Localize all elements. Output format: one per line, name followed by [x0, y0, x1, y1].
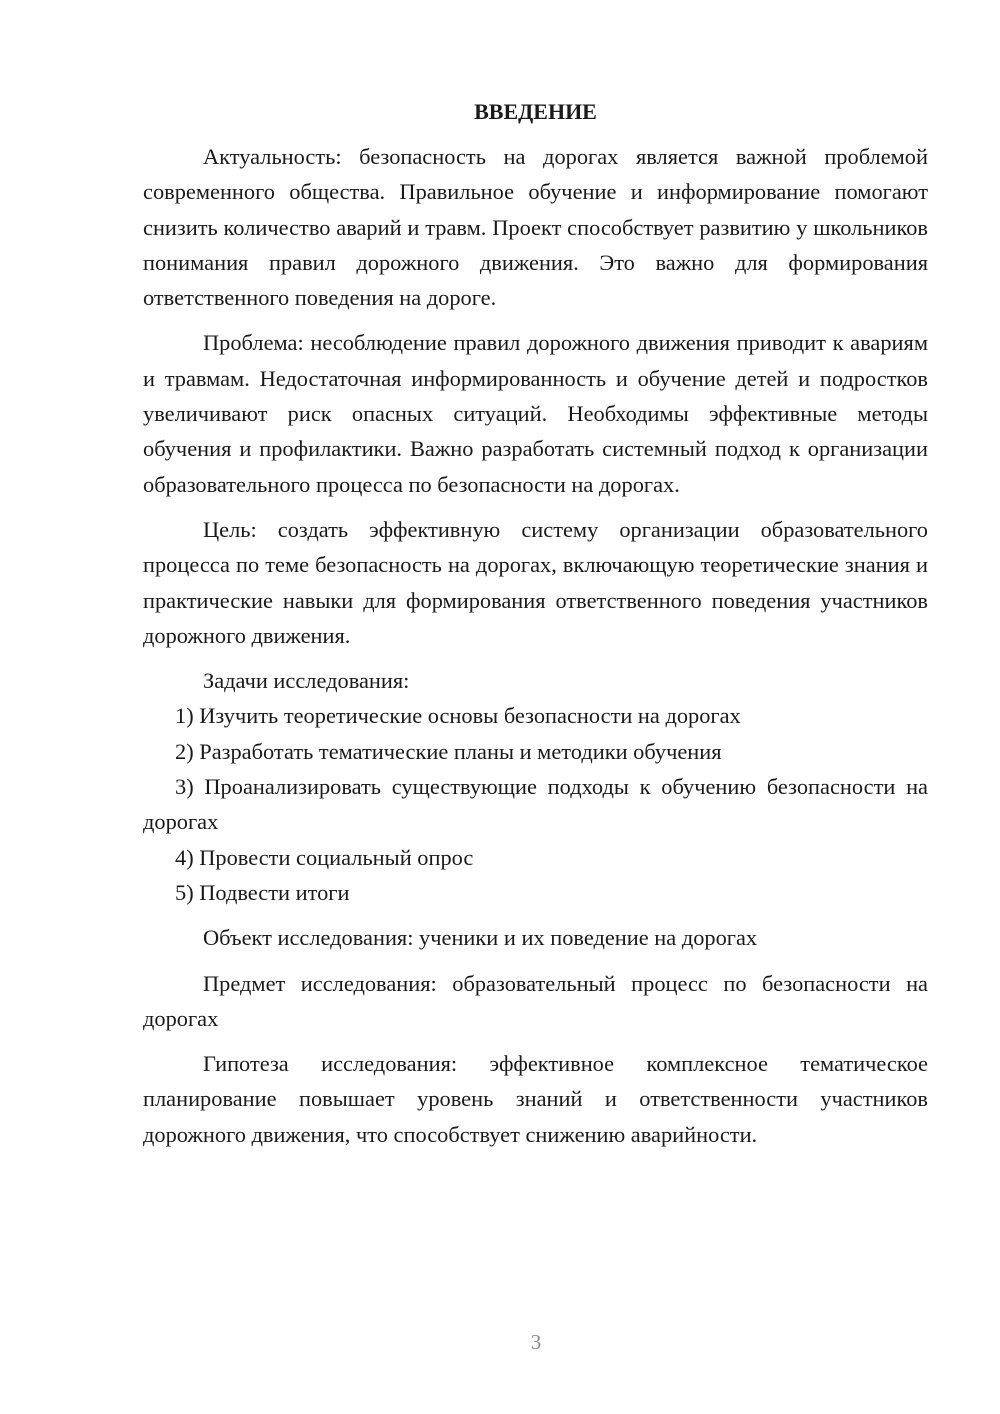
- task-item: 1) Изучить теоретические основы безопасности на дорогах: [175, 703, 741, 729]
- task-item: 2) Разработать тематические планы и методики обучения: [175, 738, 722, 764]
- task-item: 4) Провести социальный опрос: [175, 844, 474, 870]
- paragraph-subject: Предмет исследования: образовательный процесс по безопасности на дорогах: [143, 970, 928, 1031]
- task-item: 3) Проанализировать существующие подходы к обучению безопасности на дорогах: [143, 774, 928, 835]
- paragraph-problem: Проблема: несоблюдение правил дорожного движения приводит к авариям и травмам. Недостаточная информированность и обучение детей и подростков увеличивают риск опасных ситуаций. Необходимы эффективные методы обучения и профилактики. Важно разработать системный подход к организации образовательного процесса по безопасности на дорогах.: [143, 330, 928, 497]
- paragraph-object: Объект исследования: ученики и их поведение на дорогах: [203, 925, 758, 951]
- paragraph-hypothesis: Гипотеза исследования: эффективное комплексное тематическое планирование повышает уровень знаний и ответственности участников дорожного движения, что способствует снижению аварийности.: [143, 1051, 928, 1147]
- paragraph-relevance: Актуальность: безопасность на дорогах является важной проблемой современного общества. Правильное обучение и информирование помогают снизить количество аварий и травм. Проект способствует развитию у школьников понимания правил дорожного движения. Это важно для формирования ответственного поведения на дороге.: [143, 144, 928, 311]
- task-item: 5) Подвести итоги: [175, 879, 350, 905]
- paragraph-tasks-heading: Задачи исследования:: [203, 668, 410, 694]
- section-title: ВВЕДЕНИЕ: [474, 99, 597, 124]
- paragraph-goal: Цель: создать эффективную систему организации образовательного процесса по теме безопасность на дорогах, включающую теоретические знания и практические навыки для формирования ответственного поведения участников дорожного движения.: [143, 516, 928, 648]
- document-body: [143, 94, 928, 1152]
- page-number: 3: [530, 1330, 542, 1354]
